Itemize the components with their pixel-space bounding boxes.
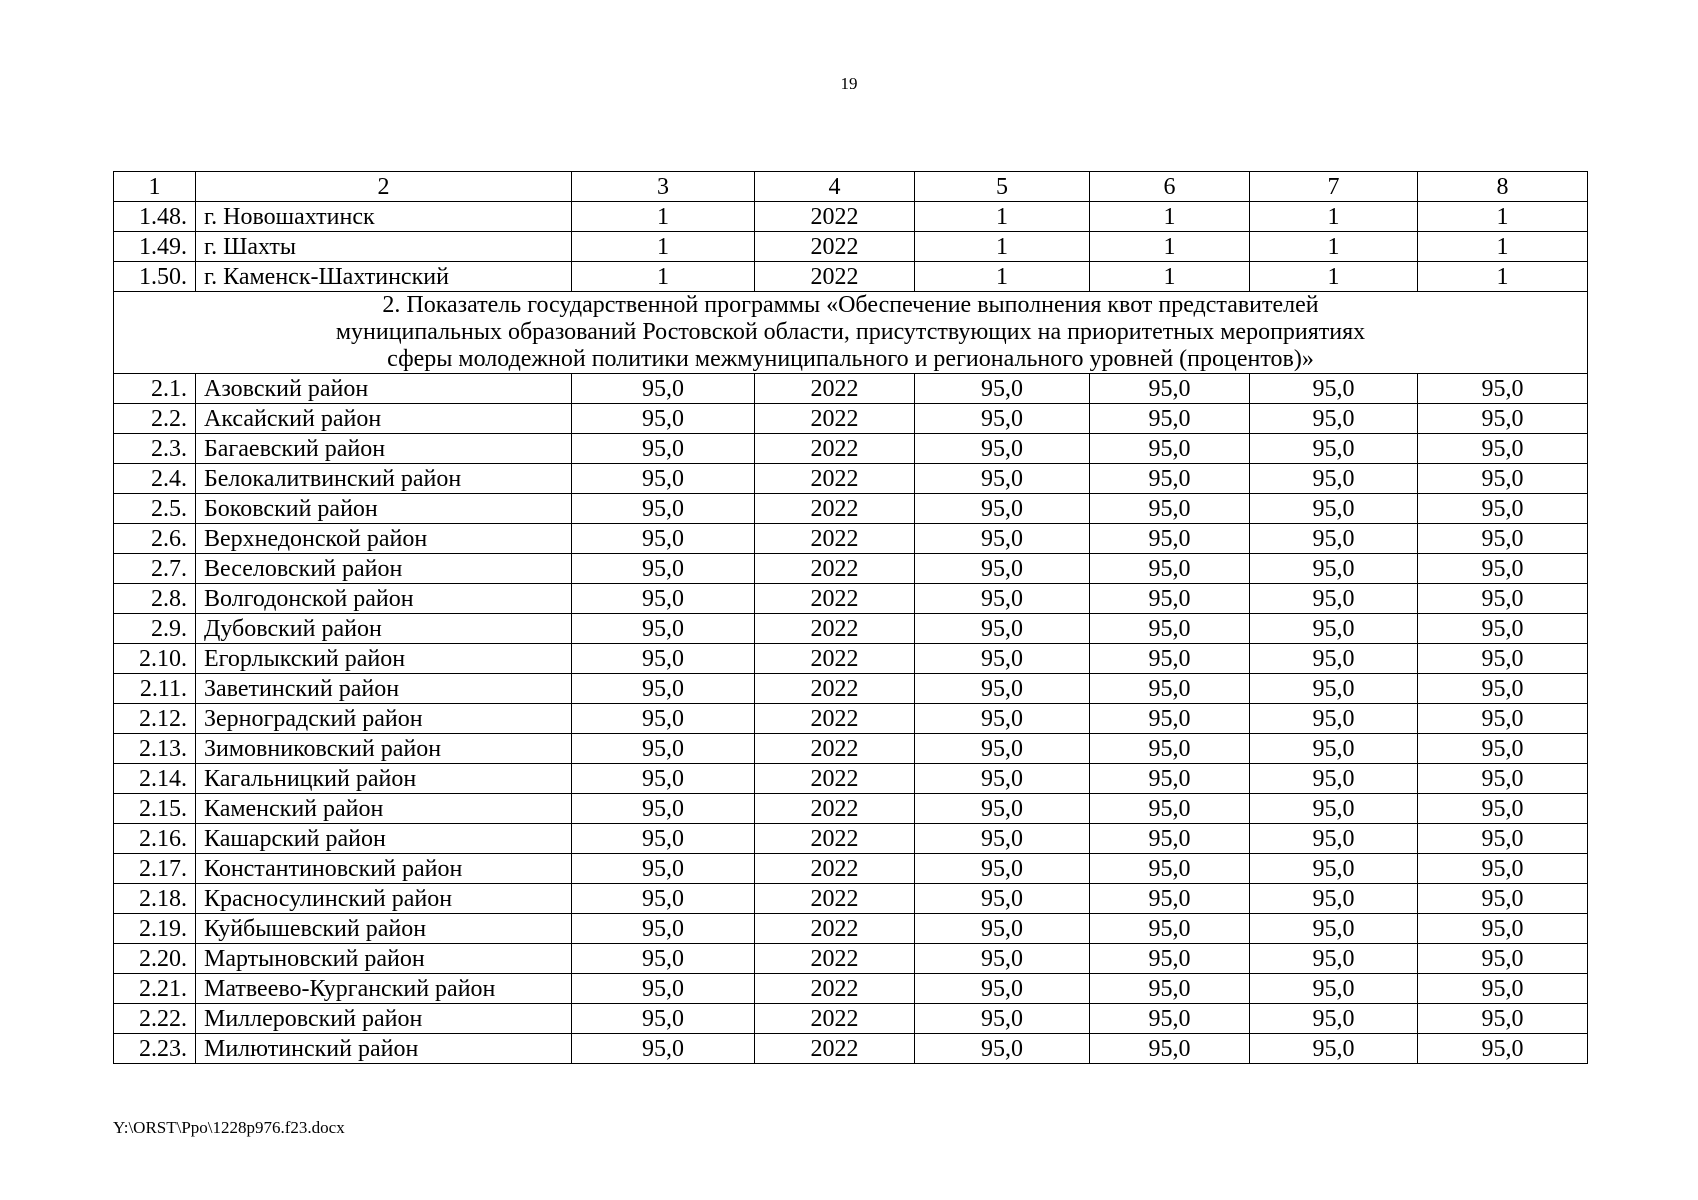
year-cell: 2022 [755,884,915,914]
value-cell: 95,0 [1090,704,1250,734]
value-cell: 95,0 [1250,1034,1418,1064]
value-cell: 95,0 [915,704,1090,734]
row-number-cell: 2.16. [114,824,196,854]
row-number-cell: 1.48. [114,202,196,232]
value-cell: 95,0 [572,494,755,524]
value-cell: 95,0 [1250,884,1418,914]
year-cell: 2022 [755,764,915,794]
value-cell: 95,0 [572,854,755,884]
value-cell: 95,0 [572,734,755,764]
value-cell: 95,0 [572,434,755,464]
value-cell: 95,0 [572,584,755,614]
value-cell: 95,0 [915,644,1090,674]
municipality-cell: г. Шахты [196,232,572,262]
value-cell: 95,0 [915,824,1090,854]
value-cell: 95,0 [1418,584,1588,614]
value-cell: 95,0 [1250,374,1418,404]
municipality-cell: Боковский район [196,494,572,524]
row-number-cell: 1.49. [114,232,196,262]
municipality-cell: Каменский район [196,794,572,824]
value-cell: 95,0 [1250,524,1418,554]
value-cell: 95,0 [1250,584,1418,614]
column-number: 3 [572,172,755,202]
value-cell: 95,0 [1418,914,1588,944]
value-cell: 95,0 [1418,614,1588,644]
row-number-cell: 2.2. [114,404,196,434]
municipality-cell: Мартыновский район [196,944,572,974]
value-cell: 95,0 [915,434,1090,464]
value-cell: 95,0 [915,734,1090,764]
row-number-cell: 2.20. [114,944,196,974]
value-cell: 95,0 [1250,674,1418,704]
value-cell: 1 [572,262,755,292]
value-cell: 95,0 [1250,824,1418,854]
value-cell: 95,0 [572,524,755,554]
value-cell: 95,0 [572,464,755,494]
municipality-cell: Красносулинский район [196,884,572,914]
table-row [114,764,1588,794]
column-number: 7 [1250,172,1418,202]
year-cell: 2022 [755,644,915,674]
value-cell: 95,0 [915,944,1090,974]
value-cell: 95,0 [1418,824,1588,854]
column-number-row [114,172,1588,202]
row-number-cell: 2.8. [114,584,196,614]
row-number-cell: 2.22. [114,1004,196,1034]
value-cell: 95,0 [1090,854,1250,884]
row-number-cell: 2.10. [114,644,196,674]
table-row [114,374,1588,404]
table-row [114,584,1588,614]
value-cell: 95,0 [1090,524,1250,554]
value-cell: 95,0 [915,974,1090,1004]
column-number: 6 [1090,172,1250,202]
value-cell: 95,0 [1090,884,1250,914]
value-cell: 95,0 [1090,974,1250,1004]
municipality-cell: Зимовниковский район [196,734,572,764]
value-cell: 1 [915,232,1090,262]
municipality-cell: г. Новошахтинск [196,202,572,232]
table-body [114,172,1588,1064]
footer-file-path: Y:\ORST\Ppo\1228p976.f23.docx [113,1118,345,1137]
value-cell: 95,0 [1090,494,1250,524]
municipality-cell: Волгодонской район [196,584,572,614]
value-cell: 1 [1090,232,1250,262]
value-cell: 95,0 [915,614,1090,644]
value-cell: 95,0 [1250,614,1418,644]
municipality-cell: Зерноградский район [196,704,572,734]
column-number: 4 [755,172,915,202]
section-title-line: 2. Показатель государственной программы «Обеспечение выполнения квот представителей [382,292,1319,318]
value-cell: 95,0 [572,404,755,434]
municipality-cell: Матвеево-Курганский район [196,974,572,1004]
value-cell: 95,0 [1250,764,1418,794]
year-cell: 2022 [755,434,915,464]
value-cell: 1 [572,202,755,232]
table-row [114,794,1588,824]
value-cell: 1 [572,232,755,262]
value-cell: 95,0 [1418,944,1588,974]
value-cell: 95,0 [572,914,755,944]
row-number-cell: 2.11. [114,674,196,704]
value-cell: 95,0 [572,1004,755,1034]
year-cell: 2022 [755,494,915,524]
table-row [114,434,1588,464]
value-cell: 95,0 [1090,434,1250,464]
value-cell: 95,0 [915,524,1090,554]
municipality-cell: Багаевский район [196,434,572,464]
municipality-cell: г. Каменск-Шахтинский [196,262,572,292]
column-number: 5 [915,172,1090,202]
section-title-line: сферы молодежной политики межмуниципального и регионального уровней (процентов)» [387,346,1314,372]
value-cell: 95,0 [572,704,755,734]
value-cell: 95,0 [915,674,1090,704]
value-cell: 95,0 [1250,854,1418,884]
row-number-cell: 2.4. [114,464,196,494]
year-cell: 2022 [755,524,915,554]
value-cell: 95,0 [1250,644,1418,674]
value-cell: 95,0 [915,464,1090,494]
table-row [114,854,1588,884]
value-cell: 95,0 [1090,824,1250,854]
value-cell: 1 [1418,262,1588,292]
value-cell: 95,0 [1090,1034,1250,1064]
value-cell: 95,0 [572,884,755,914]
year-cell: 2022 [755,944,915,974]
value-cell: 95,0 [572,554,755,584]
municipality-cell: Заветинский район [196,674,572,704]
row-number-cell: 2.7. [114,554,196,584]
table-row [114,494,1588,524]
value-cell: 95,0 [1090,404,1250,434]
row-number-cell: 2.15. [114,794,196,824]
row-number-cell: 1.50. [114,262,196,292]
value-cell: 95,0 [1090,374,1250,404]
value-cell: 95,0 [915,854,1090,884]
value-cell: 95,0 [1090,1004,1250,1034]
value-cell: 95,0 [915,554,1090,584]
value-cell: 95,0 [1090,944,1250,974]
row-number-cell: 2.21. [114,974,196,1004]
municipality-cell: Константиновский район [196,854,572,884]
row-number-cell: 2.13. [114,734,196,764]
table-row [114,404,1588,434]
column-number: 1 [114,172,196,202]
column-number: 8 [1418,172,1588,202]
table-row [114,1004,1588,1034]
row-number-cell: 2.18. [114,884,196,914]
value-cell: 1 [1418,202,1588,232]
row-number-cell: 2.14. [114,764,196,794]
municipality-cell: Аксайский район [196,404,572,434]
value-cell: 95,0 [1418,374,1588,404]
year-cell: 2022 [755,554,915,584]
value-cell: 95,0 [572,944,755,974]
year-cell: 2022 [755,262,915,292]
value-cell: 95,0 [1418,764,1588,794]
year-cell: 2022 [755,202,915,232]
value-cell: 95,0 [1418,404,1588,434]
value-cell: 1 [1418,232,1588,262]
value-cell: 95,0 [915,884,1090,914]
section-header-row [114,292,1588,374]
value-cell: 95,0 [1250,914,1418,944]
value-cell: 95,0 [1250,494,1418,524]
year-cell: 2022 [755,404,915,434]
year-cell: 2022 [755,794,915,824]
year-cell: 2022 [755,734,915,764]
table-row [114,554,1588,584]
value-cell: 1 [1250,202,1418,232]
value-cell: 95,0 [1090,734,1250,764]
row-number-cell: 2.1. [114,374,196,404]
municipality-cell: Веселовский район [196,554,572,584]
value-cell: 95,0 [572,1034,755,1064]
value-cell: 95,0 [1090,914,1250,944]
year-cell: 2022 [755,824,915,854]
value-cell: 95,0 [1418,644,1588,674]
value-cell: 95,0 [1418,734,1588,764]
value-cell: 95,0 [1090,794,1250,824]
value-cell: 95,0 [572,764,755,794]
table-row [114,884,1588,914]
table-row [114,974,1588,1004]
year-cell: 2022 [755,374,915,404]
value-cell: 95,0 [1418,1034,1588,1064]
year-cell: 2022 [755,704,915,734]
row-number-cell: 2.23. [114,1034,196,1064]
value-cell: 95,0 [915,1034,1090,1064]
municipality-cell: Белокалитвинский район [196,464,572,494]
section-title-line: муниципальных образований Ростовской области, присутствующих на приоритетных мероприятиях [335,319,1366,345]
table-row [114,232,1588,262]
table-row [114,674,1588,704]
municipality-cell: Азовский район [196,374,572,404]
table-row [114,644,1588,674]
value-cell: 95,0 [1090,764,1250,794]
value-cell: 95,0 [1090,614,1250,644]
value-cell: 95,0 [1090,464,1250,494]
value-cell: 95,0 [1250,554,1418,584]
value-cell: 95,0 [572,674,755,704]
municipality-cell: Верхнедонской район [196,524,572,554]
value-cell: 95,0 [1250,704,1418,734]
value-cell: 95,0 [915,914,1090,944]
table-row [114,262,1588,292]
value-cell: 95,0 [1418,1004,1588,1034]
section-title [114,292,1588,374]
value-cell: 95,0 [1250,404,1418,434]
value-cell: 95,0 [1250,1004,1418,1034]
value-cell: 95,0 [1418,884,1588,914]
table-row [114,1034,1588,1064]
value-cell: 95,0 [572,794,755,824]
value-cell: 95,0 [1250,794,1418,824]
value-cell: 95,0 [1418,854,1588,884]
row-number-cell: 2.5. [114,494,196,524]
value-cell: 95,0 [572,974,755,1004]
value-cell: 95,0 [1250,944,1418,974]
municipality-cell: Миллеровский район [196,1004,572,1034]
value-cell: 95,0 [1418,554,1588,584]
value-cell: 95,0 [1090,554,1250,584]
table-row [114,914,1588,944]
page-number: 19 [840,74,858,93]
value-cell: 95,0 [1250,434,1418,464]
year-cell: 2022 [755,614,915,644]
row-number-cell: 2.19. [114,914,196,944]
value-cell: 95,0 [1090,584,1250,614]
table-row [114,704,1588,734]
value-cell: 95,0 [572,824,755,854]
table-row [114,734,1588,764]
value-cell: 95,0 [1250,974,1418,1004]
value-cell: 95,0 [915,794,1090,824]
municipality-cell: Милютинский район [196,1034,572,1064]
year-cell: 2022 [755,464,915,494]
value-cell: 95,0 [915,584,1090,614]
row-number-cell: 2.12. [114,704,196,734]
value-cell: 95,0 [1418,524,1588,554]
column-number: 2 [196,172,572,202]
value-cell: 95,0 [1418,974,1588,1004]
value-cell: 1 [1090,202,1250,232]
value-cell: 95,0 [915,764,1090,794]
value-cell: 95,0 [915,1004,1090,1034]
municipality-cell: Егорлыкский район [196,644,572,674]
year-cell: 2022 [755,1004,915,1034]
table-row [114,944,1588,974]
value-cell: 1 [1090,262,1250,292]
municipality-cell: Кагальницкий район [196,764,572,794]
table-row [114,524,1588,554]
value-cell: 95,0 [1250,464,1418,494]
row-number-cell: 2.6. [114,524,196,554]
table-row [114,202,1588,232]
row-number-cell: 2.17. [114,854,196,884]
value-cell: 95,0 [1418,794,1588,824]
value-cell: 95,0 [1418,434,1588,464]
table-row [114,464,1588,494]
value-cell: 95,0 [1250,734,1418,764]
year-cell: 2022 [755,584,915,614]
value-cell: 95,0 [915,494,1090,524]
value-cell: 1 [915,202,1090,232]
value-cell: 1 [915,262,1090,292]
municipality-cell: Дубовский район [196,614,572,644]
year-cell: 2022 [755,854,915,884]
value-cell: 95,0 [1418,464,1588,494]
municipality-cell: Куйбышевский район [196,914,572,944]
value-cell: 95,0 [1418,674,1588,704]
row-number-cell: 2.9. [114,614,196,644]
value-cell: 95,0 [572,374,755,404]
value-cell: 95,0 [572,644,755,674]
table-row [114,614,1588,644]
value-cell: 95,0 [915,404,1090,434]
value-cell: 95,0 [915,374,1090,404]
value-cell: 95,0 [1090,674,1250,704]
table-row [114,824,1588,854]
value-cell: 1 [1250,232,1418,262]
indicator-table [113,171,1588,1064]
year-cell: 2022 [755,232,915,262]
value-cell: 95,0 [1418,494,1588,524]
value-cell: 95,0 [1090,644,1250,674]
value-cell: 95,0 [1418,704,1588,734]
value-cell: 1 [1250,262,1418,292]
value-cell: 95,0 [572,614,755,644]
row-number-cell: 2.3. [114,434,196,464]
municipality-cell: Кашарский район [196,824,572,854]
year-cell: 2022 [755,914,915,944]
year-cell: 2022 [755,974,915,1004]
year-cell: 2022 [755,1034,915,1064]
year-cell: 2022 [755,674,915,704]
